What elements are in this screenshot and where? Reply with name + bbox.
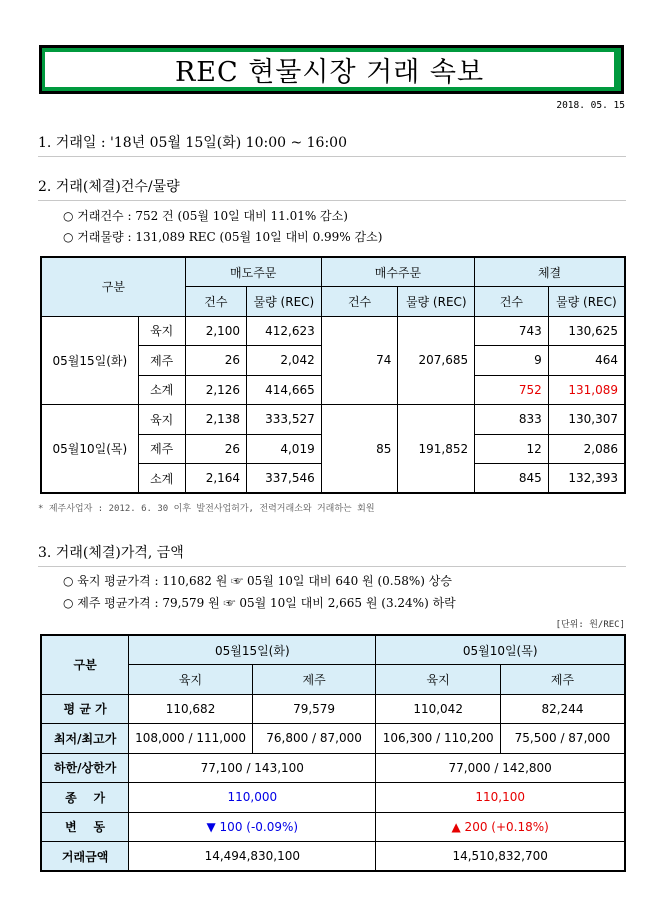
buy-volume-cell: 207,685	[398, 316, 475, 405]
type-cell: 소계	[138, 375, 185, 405]
avg-price-cell: 110,682	[129, 694, 253, 724]
avg-price-label: 평 균 가	[41, 694, 129, 724]
buy-volume-header: 물량 (REC)	[398, 287, 475, 317]
match-count-cell: 743	[475, 316, 549, 346]
close-price-cell: 110,000	[129, 783, 376, 813]
avg-price-cell: 82,244	[500, 694, 625, 724]
sell-volume-cell: 2,042	[247, 346, 322, 376]
sell-count-cell: 2,126	[185, 375, 246, 405]
type-cell: 제주	[138, 346, 185, 376]
match-count-cell: 833	[475, 405, 549, 435]
section3-heading: 3. 거래(체결)가격, 금액	[38, 542, 626, 567]
buy-volume-cell: 191,852	[398, 405, 475, 494]
trade-amount-cell: 14,494,830,100	[129, 842, 376, 872]
match-volume-cell: 464	[548, 346, 625, 376]
table-row	[41, 694, 625, 724]
title-banner	[39, 45, 624, 94]
section2-heading: 2. 거래(체결)건수/물량	[38, 176, 626, 201]
section1-heading: 1. 거래일 : '18년 05월 15일(화) 10:00 ~ 16:00	[38, 132, 626, 157]
sell-volume-cell: 337,546	[247, 464, 322, 494]
sell-volume-cell: 4,019	[247, 434, 322, 464]
type-cell: 제주	[138, 434, 185, 464]
type-cell: 육지	[138, 316, 185, 346]
col-group-header: 구분	[41, 635, 129, 694]
date-cell: 05월10일(목)	[41, 405, 138, 494]
minmax-price-cell: 108,000 / 111,000	[129, 724, 253, 754]
match-volume-cell: 2,086	[548, 434, 625, 464]
trade-amount-cell: 14,510,832,700	[376, 842, 625, 872]
table-row	[41, 316, 625, 346]
page-title: REC 현물시장 거래 속보	[45, 52, 614, 87]
match-count-cell: 752	[475, 375, 549, 405]
land-header: 육지	[376, 665, 501, 695]
minmax-price-cell: 106,300 / 110,200	[376, 724, 501, 754]
date-cell: 05월15일(화)	[41, 316, 138, 405]
jeju-header: 제주	[252, 665, 376, 695]
buy-count-cell: 85	[321, 405, 398, 494]
sell-order-header: 매도주문	[185, 257, 321, 287]
match-count-cell: 12	[475, 434, 549, 464]
match-header: 체결	[475, 257, 625, 287]
type-cell: 소계	[138, 464, 185, 494]
table-row	[41, 842, 625, 872]
minmax-price-cell: 75,500 / 87,000	[500, 724, 625, 754]
limit-price-cell: 77,000 / 142,800	[376, 753, 625, 783]
avg-price-cell: 110,042	[376, 694, 501, 724]
sell-count-cell: 26	[185, 346, 246, 376]
date1-header: 05월15일(화)	[129, 635, 376, 665]
type-cell: 육지	[138, 405, 185, 435]
minmax-price-cell: 76,800 / 87,000	[252, 724, 376, 754]
limit-price-label: 하한/상한가	[41, 753, 129, 783]
close-price-label: 종 가	[41, 783, 129, 813]
jeju-header: 제주	[500, 665, 625, 695]
price-table	[40, 634, 626, 872]
sell-count-cell: 2,164	[185, 464, 246, 494]
sell-volume-cell: 333,527	[247, 405, 322, 435]
table-row	[41, 405, 625, 435]
jeju-avg-price-summary: ○ 제주 평균가격 : 79,579 원 ☞ 05월 10일 대비 2,665 원 (3.24%) 하락	[63, 596, 456, 610]
match-count-cell: 9	[475, 346, 549, 376]
trade-volume-summary: ○ 거래물량 : 131,089 REC (05월 10일 대비 0.99% 감소)	[63, 230, 383, 244]
col-group-header: 구분	[41, 257, 185, 316]
land-header: 육지	[129, 665, 253, 695]
trade-volume-table	[40, 256, 626, 494]
buy-count-header: 건수	[321, 287, 398, 317]
change-cell: ▲ 200 (+0.18%)	[376, 812, 625, 842]
sell-volume-header: 물량 (REC)	[247, 287, 322, 317]
minmax-price-label: 최저/최고가	[41, 724, 129, 754]
match-count-header: 건수	[475, 287, 549, 317]
unit-label: [단위: 원/REC]	[555, 620, 625, 630]
match-volume-cell: 130,307	[548, 405, 625, 435]
sell-count-cell: 2,100	[185, 316, 246, 346]
buy-order-header: 매수주문	[321, 257, 474, 287]
match-volume-header: 물량 (REC)	[548, 287, 625, 317]
sell-count-cell: 2,138	[185, 405, 246, 435]
table-row	[41, 753, 625, 783]
change-label: 변 동	[41, 812, 129, 842]
table-row	[41, 783, 625, 813]
match-volume-cell: 131,089	[548, 375, 625, 405]
match-volume-cell: 132,393	[548, 464, 625, 494]
land-avg-price-summary: ○ 육지 평균가격 : 110,682 원 ☞ 05월 10일 대비 640 원 (0.58%) 상승	[63, 574, 452, 588]
trade-amount-label: 거래금액	[41, 842, 129, 872]
sell-count-header: 건수	[185, 287, 246, 317]
trade-count-summary: ○ 거래건수 : 752 건 (05월 10일 대비 11.01% 감소)	[63, 209, 348, 223]
table-row	[41, 724, 625, 754]
match-volume-cell: 130,625	[548, 316, 625, 346]
change-cell: ▼ 100 (-0.09%)	[129, 812, 376, 842]
buy-count-cell: 74	[321, 316, 398, 405]
sell-count-cell: 26	[185, 434, 246, 464]
table-row	[41, 812, 625, 842]
sell-volume-cell: 414,665	[247, 375, 322, 405]
footnote: * 제주사업자 : 2012. 6. 30 이후 발전사업허가, 전력거래소와 거래하는 회원	[38, 504, 375, 514]
report-date: 2018. 05. 15	[556, 100, 625, 111]
limit-price-cell: 77,100 / 143,100	[129, 753, 376, 783]
close-price-cell: 110,100	[376, 783, 625, 813]
sell-volume-cell: 412,623	[247, 316, 322, 346]
date2-header: 05월10일(목)	[376, 635, 625, 665]
avg-price-cell: 79,579	[252, 694, 376, 724]
match-count-cell: 845	[475, 464, 549, 494]
